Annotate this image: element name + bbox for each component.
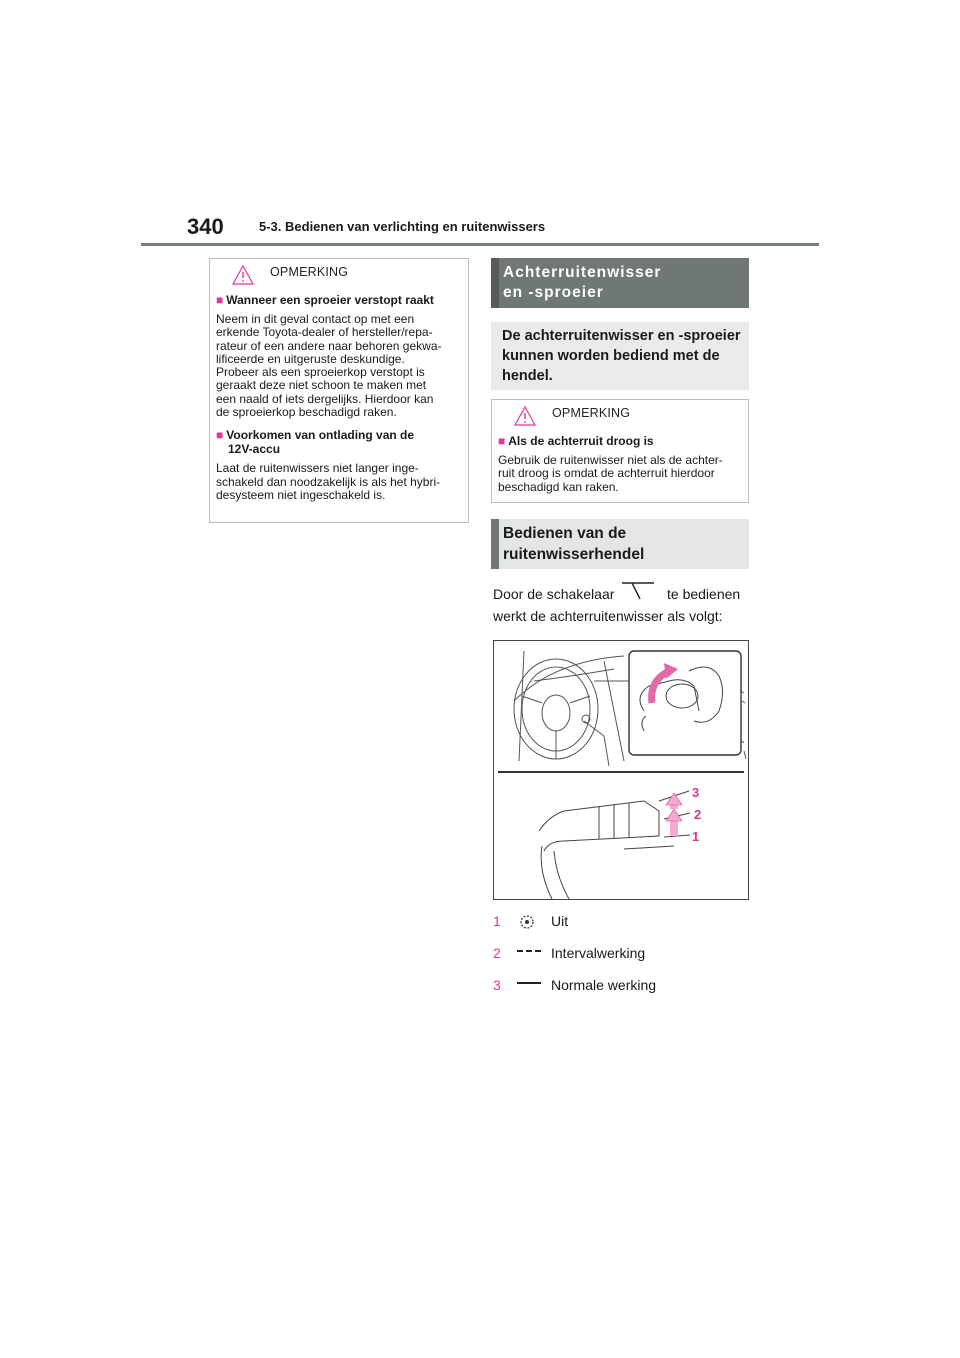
body-text-line2: werkt de achterruitenwisser als volgt:	[493, 608, 723, 624]
step-label: Uit	[551, 913, 569, 929]
section-heading: Achterruitenwisser en -sproeier	[491, 258, 749, 308]
notice-item-heading: ■ Als de achterruit droog is	[498, 434, 654, 448]
body-text-part1: Door de schakelaar	[493, 586, 615, 602]
step-item	[493, 913, 749, 933]
step-label: Normale werking	[551, 977, 657, 993]
step-number: 2	[493, 945, 501, 961]
notice-header	[492, 400, 748, 426]
intro-text: De achterruitenwisser en -sproeier kunnen worden bediend met de hendel.	[502, 328, 741, 384]
notice-item-body: Laat de ruitenwissers niet langer inge- schakeld dan noodzakelijk is als het hybri- desysteem niet ingeschakeld is.	[216, 461, 441, 502]
wiper-lever-illustration	[493, 640, 749, 900]
rear-wiper-switch-icon	[618, 581, 658, 603]
warning-icon	[514, 406, 536, 426]
notice-header	[210, 259, 468, 285]
intro-box	[491, 322, 749, 390]
warning-icon	[232, 265, 254, 285]
notice-label: OPMERKING	[270, 265, 349, 279]
body-text-part2: te bedienen	[667, 586, 741, 602]
notice-item-body: Gebruik de ruitenwisser niet als de achter- ruit droog is omdat de achterruit hierdoor beschadigd kan raken.	[498, 453, 723, 494]
header-rule	[141, 243, 819, 246]
right-notice-box	[491, 399, 749, 503]
notice-item-heading: ■ Voorkomen van ontlading van de 12V-accu	[216, 428, 415, 457]
step-number: 1	[493, 913, 501, 929]
step-label: Intervalwerking	[551, 945, 646, 961]
left-notice-box	[209, 258, 469, 523]
step-item	[493, 977, 749, 997]
notice-item-heading: ■ Wanneer een sproeier verstopt raakt	[216, 293, 434, 307]
step-number: 3	[493, 977, 501, 993]
page-number: 340	[187, 214, 224, 239]
step-item	[493, 945, 749, 965]
figure-label-3: 3	[692, 785, 700, 800]
figure-label-2: 2	[694, 807, 702, 822]
dashed-line-icon	[515, 945, 543, 963]
notice-label: OPMERKING	[552, 406, 631, 420]
sub-heading: Bedienen van de ruitenwisserhendel	[491, 519, 749, 569]
section-title: 5-3. Bedienen van verlichting en ruitenwissers	[259, 219, 546, 234]
solid-line-icon	[515, 977, 543, 995]
illustration-drawing	[494, 641, 750, 901]
notice-item-body: Neem in dit geval contact op met een erkende Toyota-dealer of hersteller/repa- rateur of een andere naar behoren gekwa- lificeerde en uitgeruste deskundige. Probeer als een sproeierkop verstopt is geraakt deze niet schoon te maken met een naald of iets dergelijks. Hierdoor kan de sproeierkop beschadigd raken.	[216, 312, 442, 420]
wiper-off-icon	[515, 913, 539, 931]
figure-label-1: 1	[692, 829, 700, 844]
